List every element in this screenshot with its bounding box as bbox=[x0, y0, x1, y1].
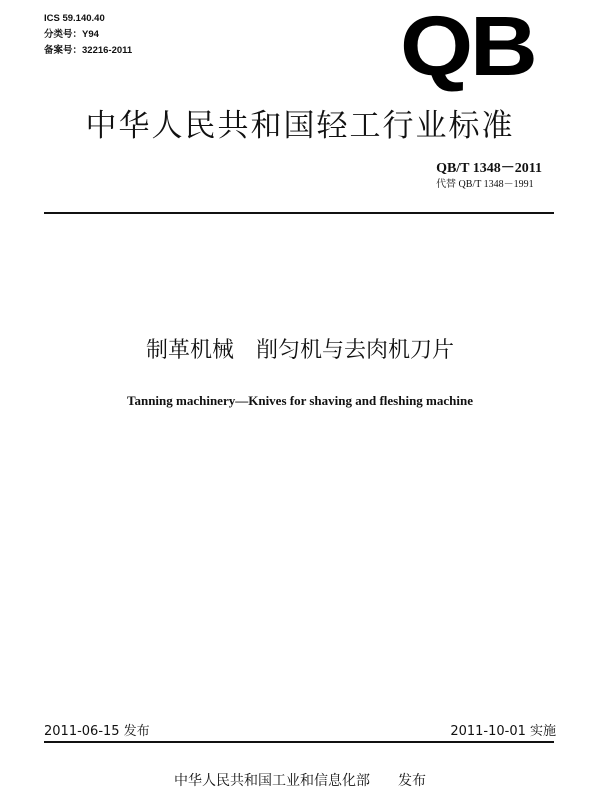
document-title-chinese: 制革机械 削匀机与去肉机刀片 bbox=[145, 338, 454, 363]
publisher: 中华人民共和国工业和信息化部 发布 bbox=[174, 773, 426, 789]
replaced-standard: 代替 QB/T 1348－1991 bbox=[436, 179, 534, 190]
document-metadata bbox=[44, 11, 132, 59]
qb-logo: QB bbox=[400, 0, 535, 93]
standard-number-block bbox=[436, 160, 542, 192]
ics-code: ICS 59.140.40 bbox=[44, 13, 105, 24]
standard-number: QB/T 1348－2011 bbox=[436, 161, 542, 176]
header-divider bbox=[44, 212, 554, 214]
record-number: 备案号：32216-2011 bbox=[44, 45, 133, 56]
standard-category-title: 中华人民共和国轻工行业标准 bbox=[85, 108, 515, 144]
footer-divider bbox=[44, 741, 554, 743]
issue-date: 2011-06-15 发布 bbox=[44, 724, 150, 739]
implementation-date: 2011-10-01 实施 bbox=[450, 724, 556, 739]
classification-number: 分类号：Y94 bbox=[44, 29, 99, 40]
document-title-english: Tanning machinery—Knives for shaving and fleshing machine bbox=[126, 393, 473, 408]
